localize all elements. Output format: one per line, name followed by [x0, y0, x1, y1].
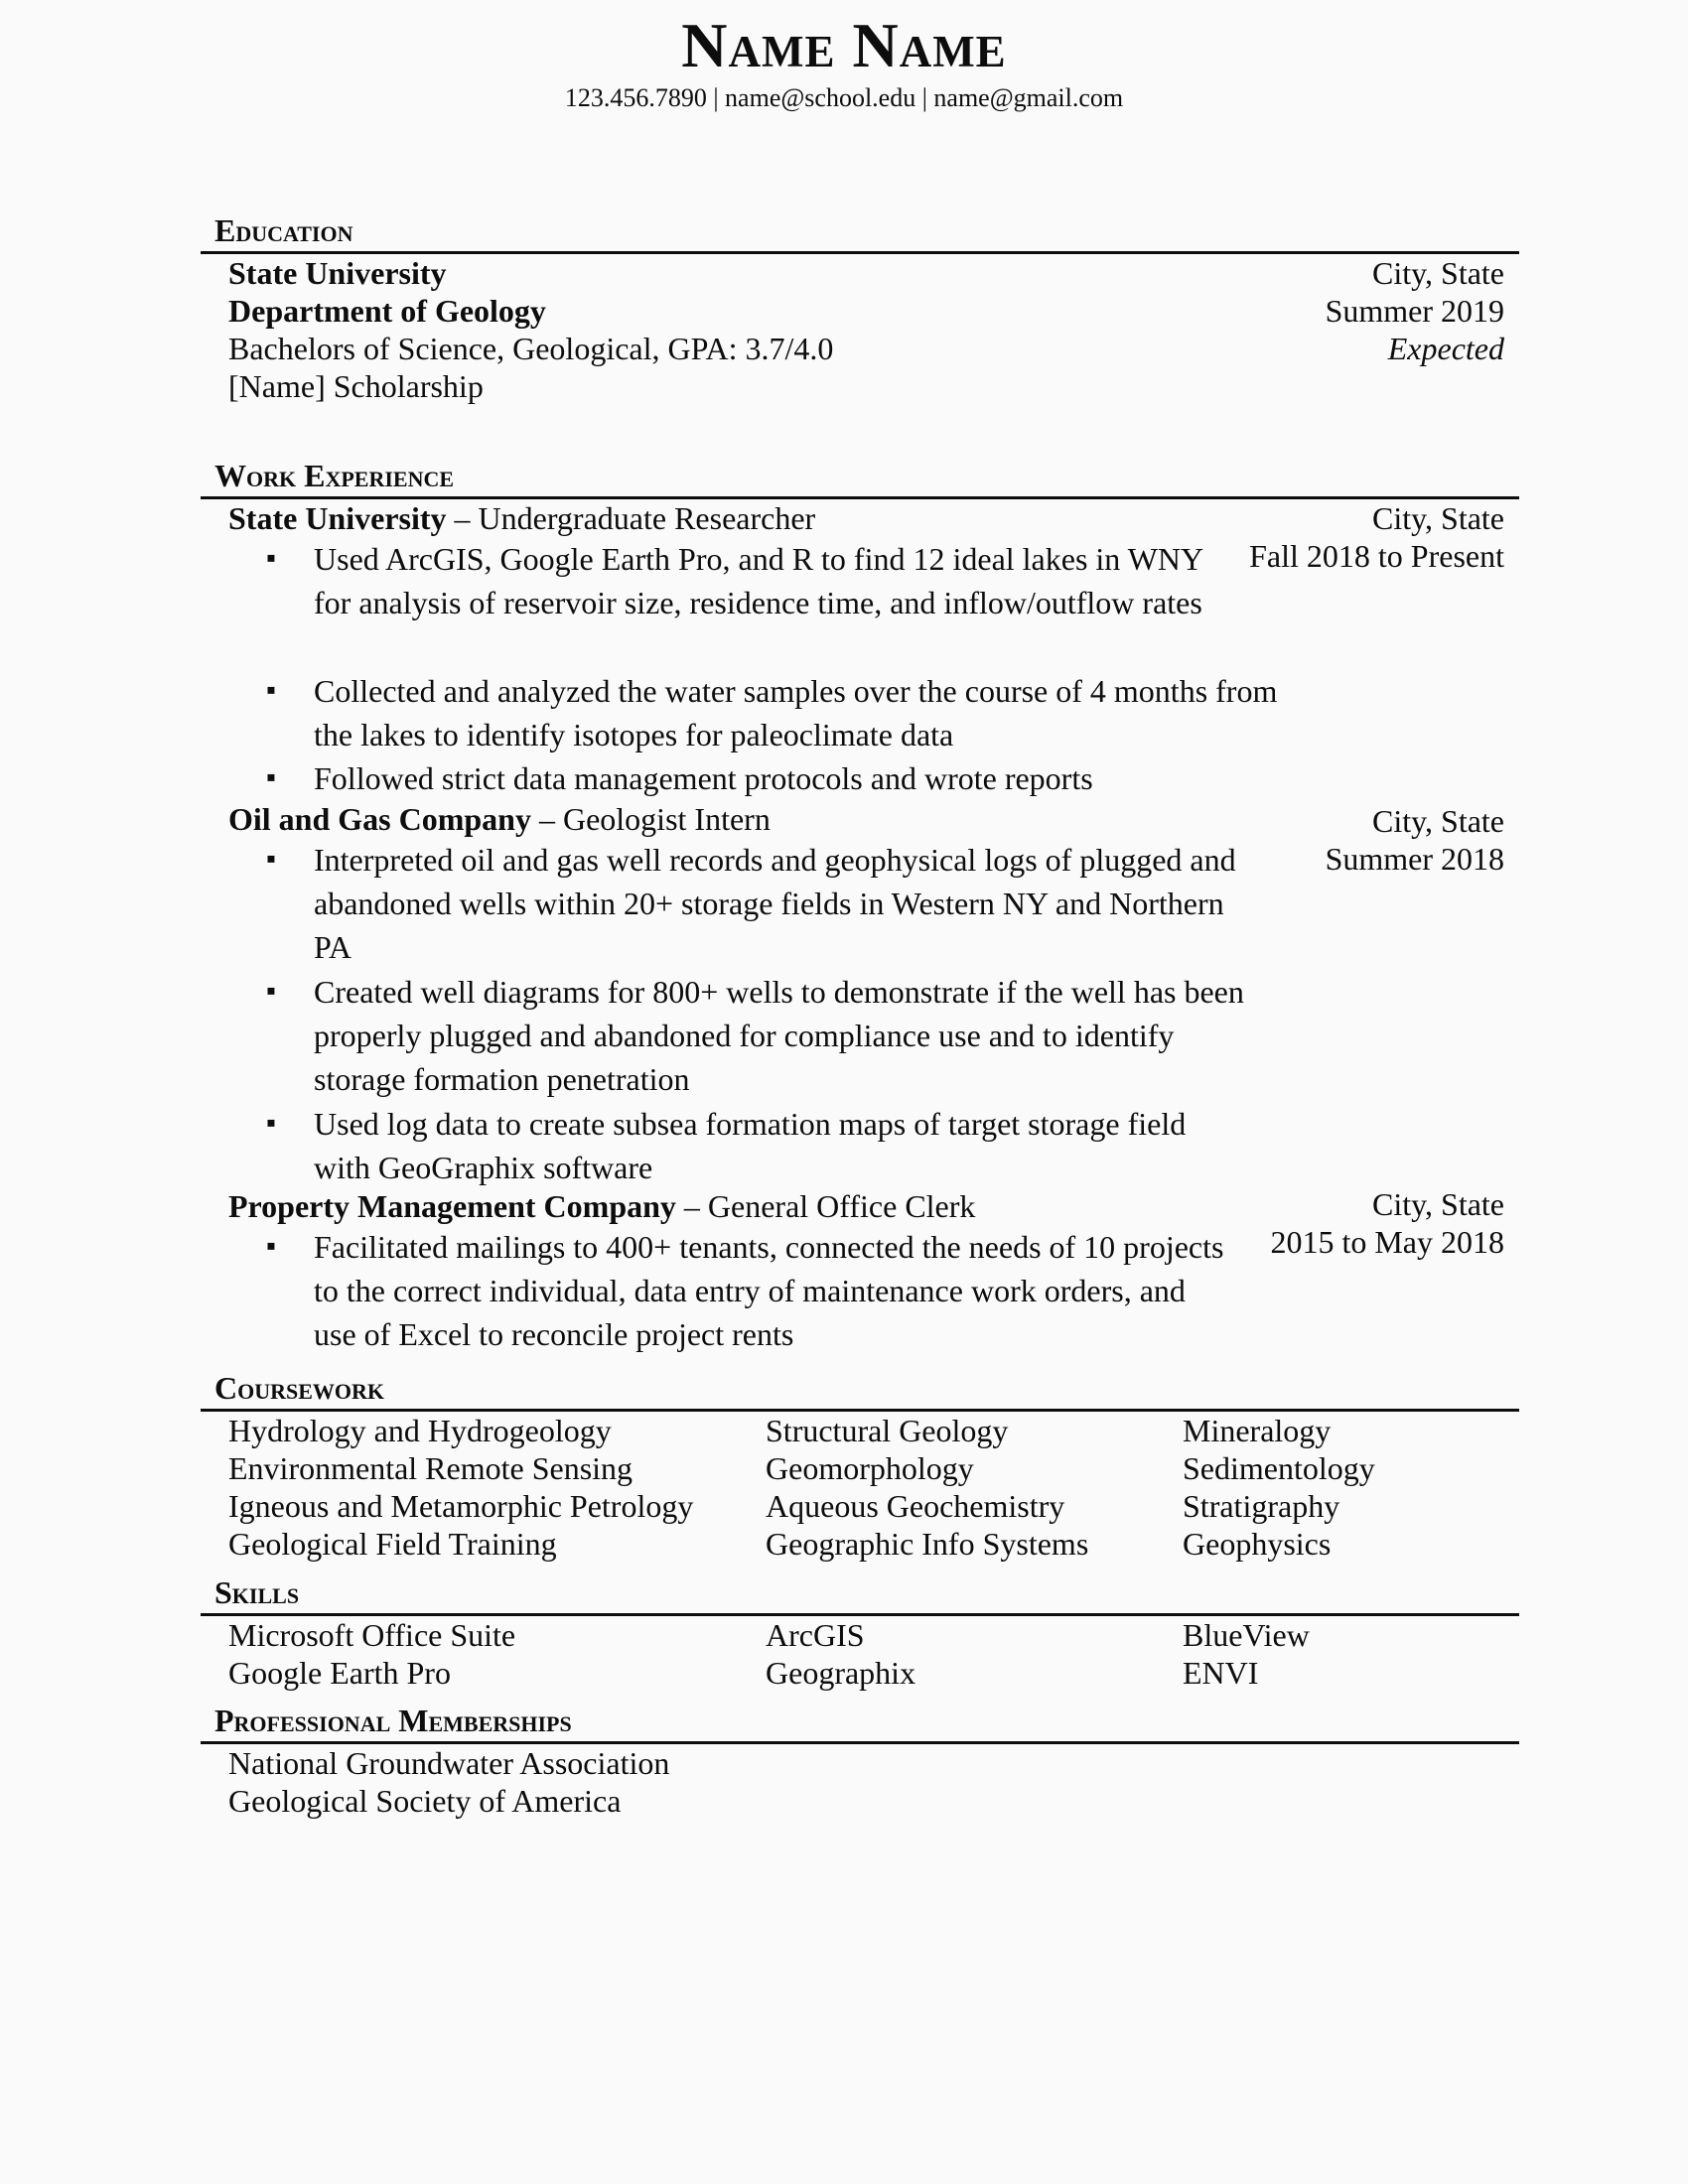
membership-item: Geological Society of America [228, 1783, 622, 1819]
job-1-org: State University [228, 500, 447, 536]
course-item: Stratigraphy [1183, 1488, 1340, 1524]
job-3-heading [228, 1187, 975, 1225]
course-item: Sedimentology [1183, 1450, 1375, 1486]
course-item: Environmental Remote Sensing [228, 1450, 633, 1486]
job-2-bullet-3: Used log data to create subsea formation maps of target storage field with GeoGraphix software [314, 1106, 1187, 1185]
memberships-title: Professional Memberships [214, 1703, 572, 1738]
education-status: Expected [1387, 331, 1504, 366]
job-2-location: City, State [1371, 803, 1504, 839]
job-1-bullet-2: Collected and analyzed the water samples over the course of 4 months from the lakes to identify isotopes for paleoclimate data [314, 673, 1278, 752]
work-section [201, 454, 1519, 1357]
job-2-bullet-2: Created well diagrams for 800+ wells to demonstrate if the well has been properly plugged and abandoned for compliance use and to identify storage formation penetration [314, 974, 1244, 1097]
job-1-heading [228, 499, 815, 537]
coursework-title: Coursework [214, 1370, 385, 1406]
job-3-date: 2015 to May 2018 [1270, 1224, 1504, 1260]
job-3-bullet-1: Facilitated mailings to 400+ tenants, connected the needs of 10 projects to the correct individual, data entry of maintenance work orders, and use of Excel to reconcile project rents [314, 1229, 1224, 1352]
skill-item: Microsoft Office Suite [228, 1617, 516, 1653]
job-1-bullet-1: Used ArcGIS, Google Earth Pro, and R to find 12 ideal lakes in WNY for analysis of reservoir size, residence time, and inflow/outflow rates [314, 541, 1202, 620]
bullet-marker: ▪ [266, 762, 276, 793]
membership-item: National Groundwater Association [228, 1745, 670, 1781]
skill-item: ArcGIS [766, 1617, 865, 1653]
coursework-section [201, 1366, 1519, 1565]
job-2-org: Oil and Gas Company [228, 801, 531, 837]
bullet-marker: ▪ [266, 976, 276, 1007]
education-title: Education [214, 212, 353, 248]
skills-title: Skills [214, 1574, 300, 1610]
job-1-location: City, State [1371, 500, 1504, 536]
education-degree: Bachelors of Science, Geological, GPA: 3.7/4.0 [228, 331, 834, 366]
skill-item: BlueView [1183, 1617, 1310, 1653]
bullet-marker: ▪ [266, 1231, 276, 1262]
skill-item: Geographix [766, 1655, 916, 1691]
course-item: Geological Field Training [228, 1526, 557, 1562]
skill-item: ENVI [1183, 1655, 1259, 1691]
education-scholarship: [Name] Scholarship [228, 368, 484, 404]
course-item: Mineralogy [1183, 1413, 1332, 1448]
bullet-marker: ▪ [266, 543, 276, 574]
job-2-heading [228, 800, 771, 838]
education-location: City, State [1371, 255, 1504, 291]
education-date: Summer 2019 [1325, 293, 1504, 329]
job-1-date: Fall 2018 to Present [1249, 538, 1504, 574]
job-2-date: Summer 2018 [1325, 841, 1504, 877]
job-3-location: City, State [1371, 1186, 1504, 1222]
work-title: Work Experience [214, 458, 455, 493]
course-item: Igneous and Metamorphic Petrology [228, 1488, 694, 1524]
course-item: Geomorphology [766, 1450, 974, 1486]
education-department: Department of Geology [228, 293, 546, 329]
course-item: Hydrology and Hydrogeology [228, 1413, 612, 1448]
course-item: Aqueous Geochemistry [766, 1488, 1065, 1524]
bullet-marker: ▪ [266, 1108, 276, 1139]
course-item: Geophysics [1183, 1526, 1332, 1562]
job-1-bullet-3: Followed strict data management protocols and wrote reports [314, 760, 1093, 796]
job-2-role: – Geologist Intern [530, 801, 771, 837]
skills-section [201, 1570, 1519, 1700]
resume-name: Name Name [681, 10, 1007, 80]
memberships-section [201, 1699, 1519, 1828]
job-3-org: Property Management Company [228, 1188, 676, 1224]
job-3-role: – General Office Clerk [675, 1188, 976, 1224]
job-2-bullet-1: Interpreted oil and gas well records and geophysical logs of plugged and abandoned wells within 20+ storage fields in Western NY and Northern PA [314, 842, 1236, 965]
course-item: Structural Geology [766, 1413, 1009, 1448]
education-section [201, 208, 1519, 407]
education-school: State University [228, 255, 447, 291]
bullet-marker: ▪ [266, 844, 276, 875]
bullet-marker: ▪ [266, 675, 276, 706]
contact-info: 123.456.7890 | name@school.edu | name@gmail.com [564, 83, 1124, 112]
job-1-role: – Undergraduate Researcher [446, 500, 816, 536]
skill-item: Google Earth Pro [228, 1655, 451, 1691]
course-item: Geographic Info Systems [766, 1526, 1089, 1562]
